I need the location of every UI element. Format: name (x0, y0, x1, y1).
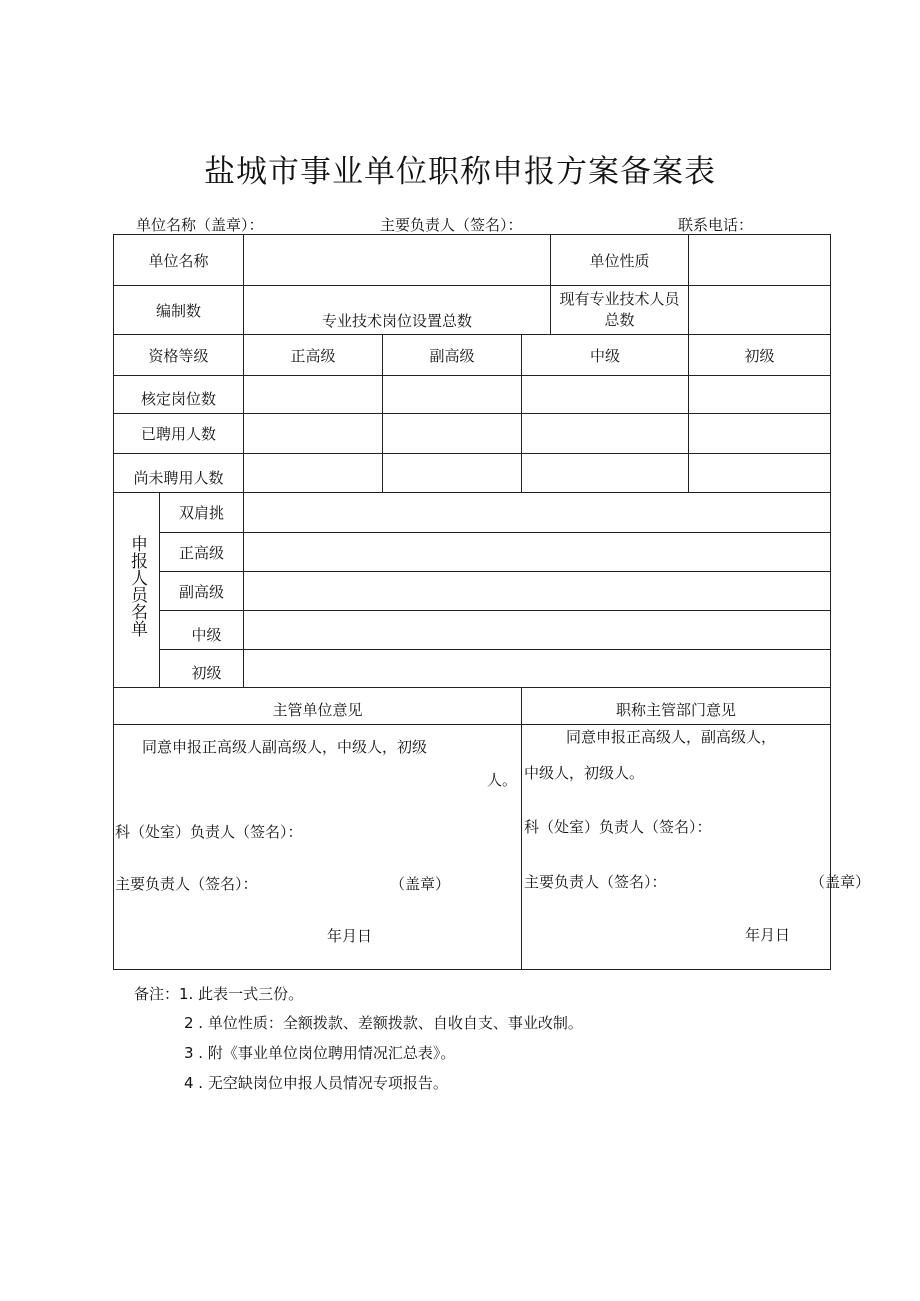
row-unit-name (114, 235, 831, 286)
title-dept-dept-head-sign: 科（处室）负责人（签名）： (524, 818, 712, 836)
applicant-list-label (114, 493, 160, 688)
supervisor-seal: （盖章） (390, 875, 451, 893)
hired-senior[interactable] (244, 414, 383, 454)
note-item-4: 4 . 无空缺岗位申报人员情况专项报告。 (184, 1074, 448, 1092)
supervisor-opinion-heading: 主管单位意见 (114, 688, 522, 725)
phone-label: 联系电话： (678, 216, 754, 234)
title-dept-agree-line1: 同意申报正高级人，副高级人， (566, 728, 777, 746)
tech-posts-total-label: 专业技术岗位设置总数 (244, 286, 551, 335)
level-senior: 正高级 (244, 335, 383, 376)
supervisor-agree-line2: 人。 (487, 771, 518, 789)
staffing-label: 编制数 (114, 286, 244, 335)
row-not-hired (114, 454, 831, 493)
approved-posts-senior[interactable] (244, 376, 383, 414)
level-junior: 初级 (689, 335, 831, 376)
title-dept-opinion-heading: 职称主管部门意见 (522, 688, 831, 725)
current-tech-staff-field[interactable] (689, 286, 831, 335)
not-hired-label: 尚未聘用人数 (114, 454, 244, 493)
current-tech-staff-line2: 总数 (604, 311, 635, 329)
applicant-associate-label: 副高级 (160, 572, 244, 611)
hired-junior[interactable] (689, 414, 831, 454)
current-tech-staff-label (551, 286, 689, 335)
hired-intermediate[interactable] (522, 414, 689, 454)
row-applicant-senior (114, 533, 831, 572)
applicant-junior-field[interactable] (244, 650, 831, 688)
unit-name-label: 单位名称 (114, 235, 244, 286)
row-applicant-intermediate (114, 611, 831, 650)
level-intermediate: 中级 (522, 335, 689, 376)
hired-label: 已聘用人数 (114, 414, 244, 454)
applicant-dual-role-label: 双肩挑 (160, 493, 244, 533)
not-hired-associate[interactable] (383, 454, 522, 493)
row-qualification-level (114, 335, 831, 376)
row-applicant-junior (114, 650, 831, 688)
row-opinion-body (114, 725, 831, 970)
note-item-3: 3 . 附《事业单位岗位聘用情况汇总表》。 (184, 1044, 456, 1062)
approved-posts-associate[interactable] (383, 376, 522, 414)
level-associate-senior: 副高级 (383, 335, 522, 376)
unit-nature-field[interactable] (689, 235, 831, 286)
supervisor-agree-line1: 同意申报正高级人副高级人，中级人，初级 (142, 738, 428, 756)
row-dual-role (114, 493, 831, 533)
row-staffing (114, 286, 831, 335)
supervisor-date: 年月日 (327, 927, 373, 945)
row-opinion-headings (114, 688, 831, 725)
unit-nature-label: 单位性质 (551, 235, 689, 286)
unit-name-field[interactable] (244, 235, 551, 286)
note-item-1: 1. 此表一式三份。 (179, 985, 304, 1003)
not-hired-senior[interactable] (244, 454, 383, 493)
approved-posts-intermediate[interactable] (522, 376, 689, 414)
approved-posts-label: 核定岗位数 (114, 376, 244, 414)
notes-prefix: 备注： (134, 985, 180, 1003)
title-dept-main-head-sign: 主要负责人（签名）： (524, 873, 667, 891)
applicant-associate-field[interactable] (244, 572, 831, 611)
registration-form-table (113, 234, 871, 970)
applicant-intermediate-field[interactable] (244, 611, 831, 650)
row-approved-posts (114, 376, 831, 414)
approved-posts-junior[interactable] (689, 376, 831, 414)
title-dept-date: 年月日 (745, 926, 791, 944)
not-hired-intermediate[interactable] (522, 454, 689, 493)
hired-associate[interactable] (383, 414, 522, 454)
applicant-junior-label: 初级 (160, 650, 244, 688)
leader-sign-label: 主要负责人（签名）： (380, 216, 523, 234)
applicant-senior-label: 正高级 (160, 533, 244, 572)
qualification-level-label: 资格等级 (114, 335, 244, 376)
applicant-senior-field[interactable] (244, 533, 831, 572)
supervisor-dept-head-sign: 科（处室）负责人（签名）： (115, 823, 303, 841)
supervisor-opinion-box[interactable] (114, 725, 522, 970)
title-dept-seal: （盖章） (810, 873, 871, 891)
row-applicant-associate (114, 572, 831, 611)
unit-seal-label: 单位名称（盖章）： (136, 216, 264, 234)
applicant-dual-role-field[interactable] (244, 493, 831, 533)
current-tech-staff-line1: 现有专业技术人员 (559, 290, 680, 308)
form-title: 盐城市事业单位职称申报方案备案表 (204, 154, 716, 190)
not-hired-junior[interactable] (689, 454, 831, 493)
supervisor-main-head-sign: 主要负责人（签名）： (115, 875, 258, 893)
applicant-intermediate-label: 中级 (160, 611, 244, 650)
notes-line-1 (134, 983, 303, 1004)
note-item-2: 2 . 单位性质：全额拨款、差额拨款、自收自支、事业改制。 (184, 1014, 583, 1032)
title-dept-opinion-box[interactable] (522, 725, 871, 970)
row-hired (114, 414, 831, 454)
applicant-list-text: 申报人员名单 (127, 535, 147, 637)
title-dept-agree-line2: 中级人，初级人。 (524, 764, 645, 782)
